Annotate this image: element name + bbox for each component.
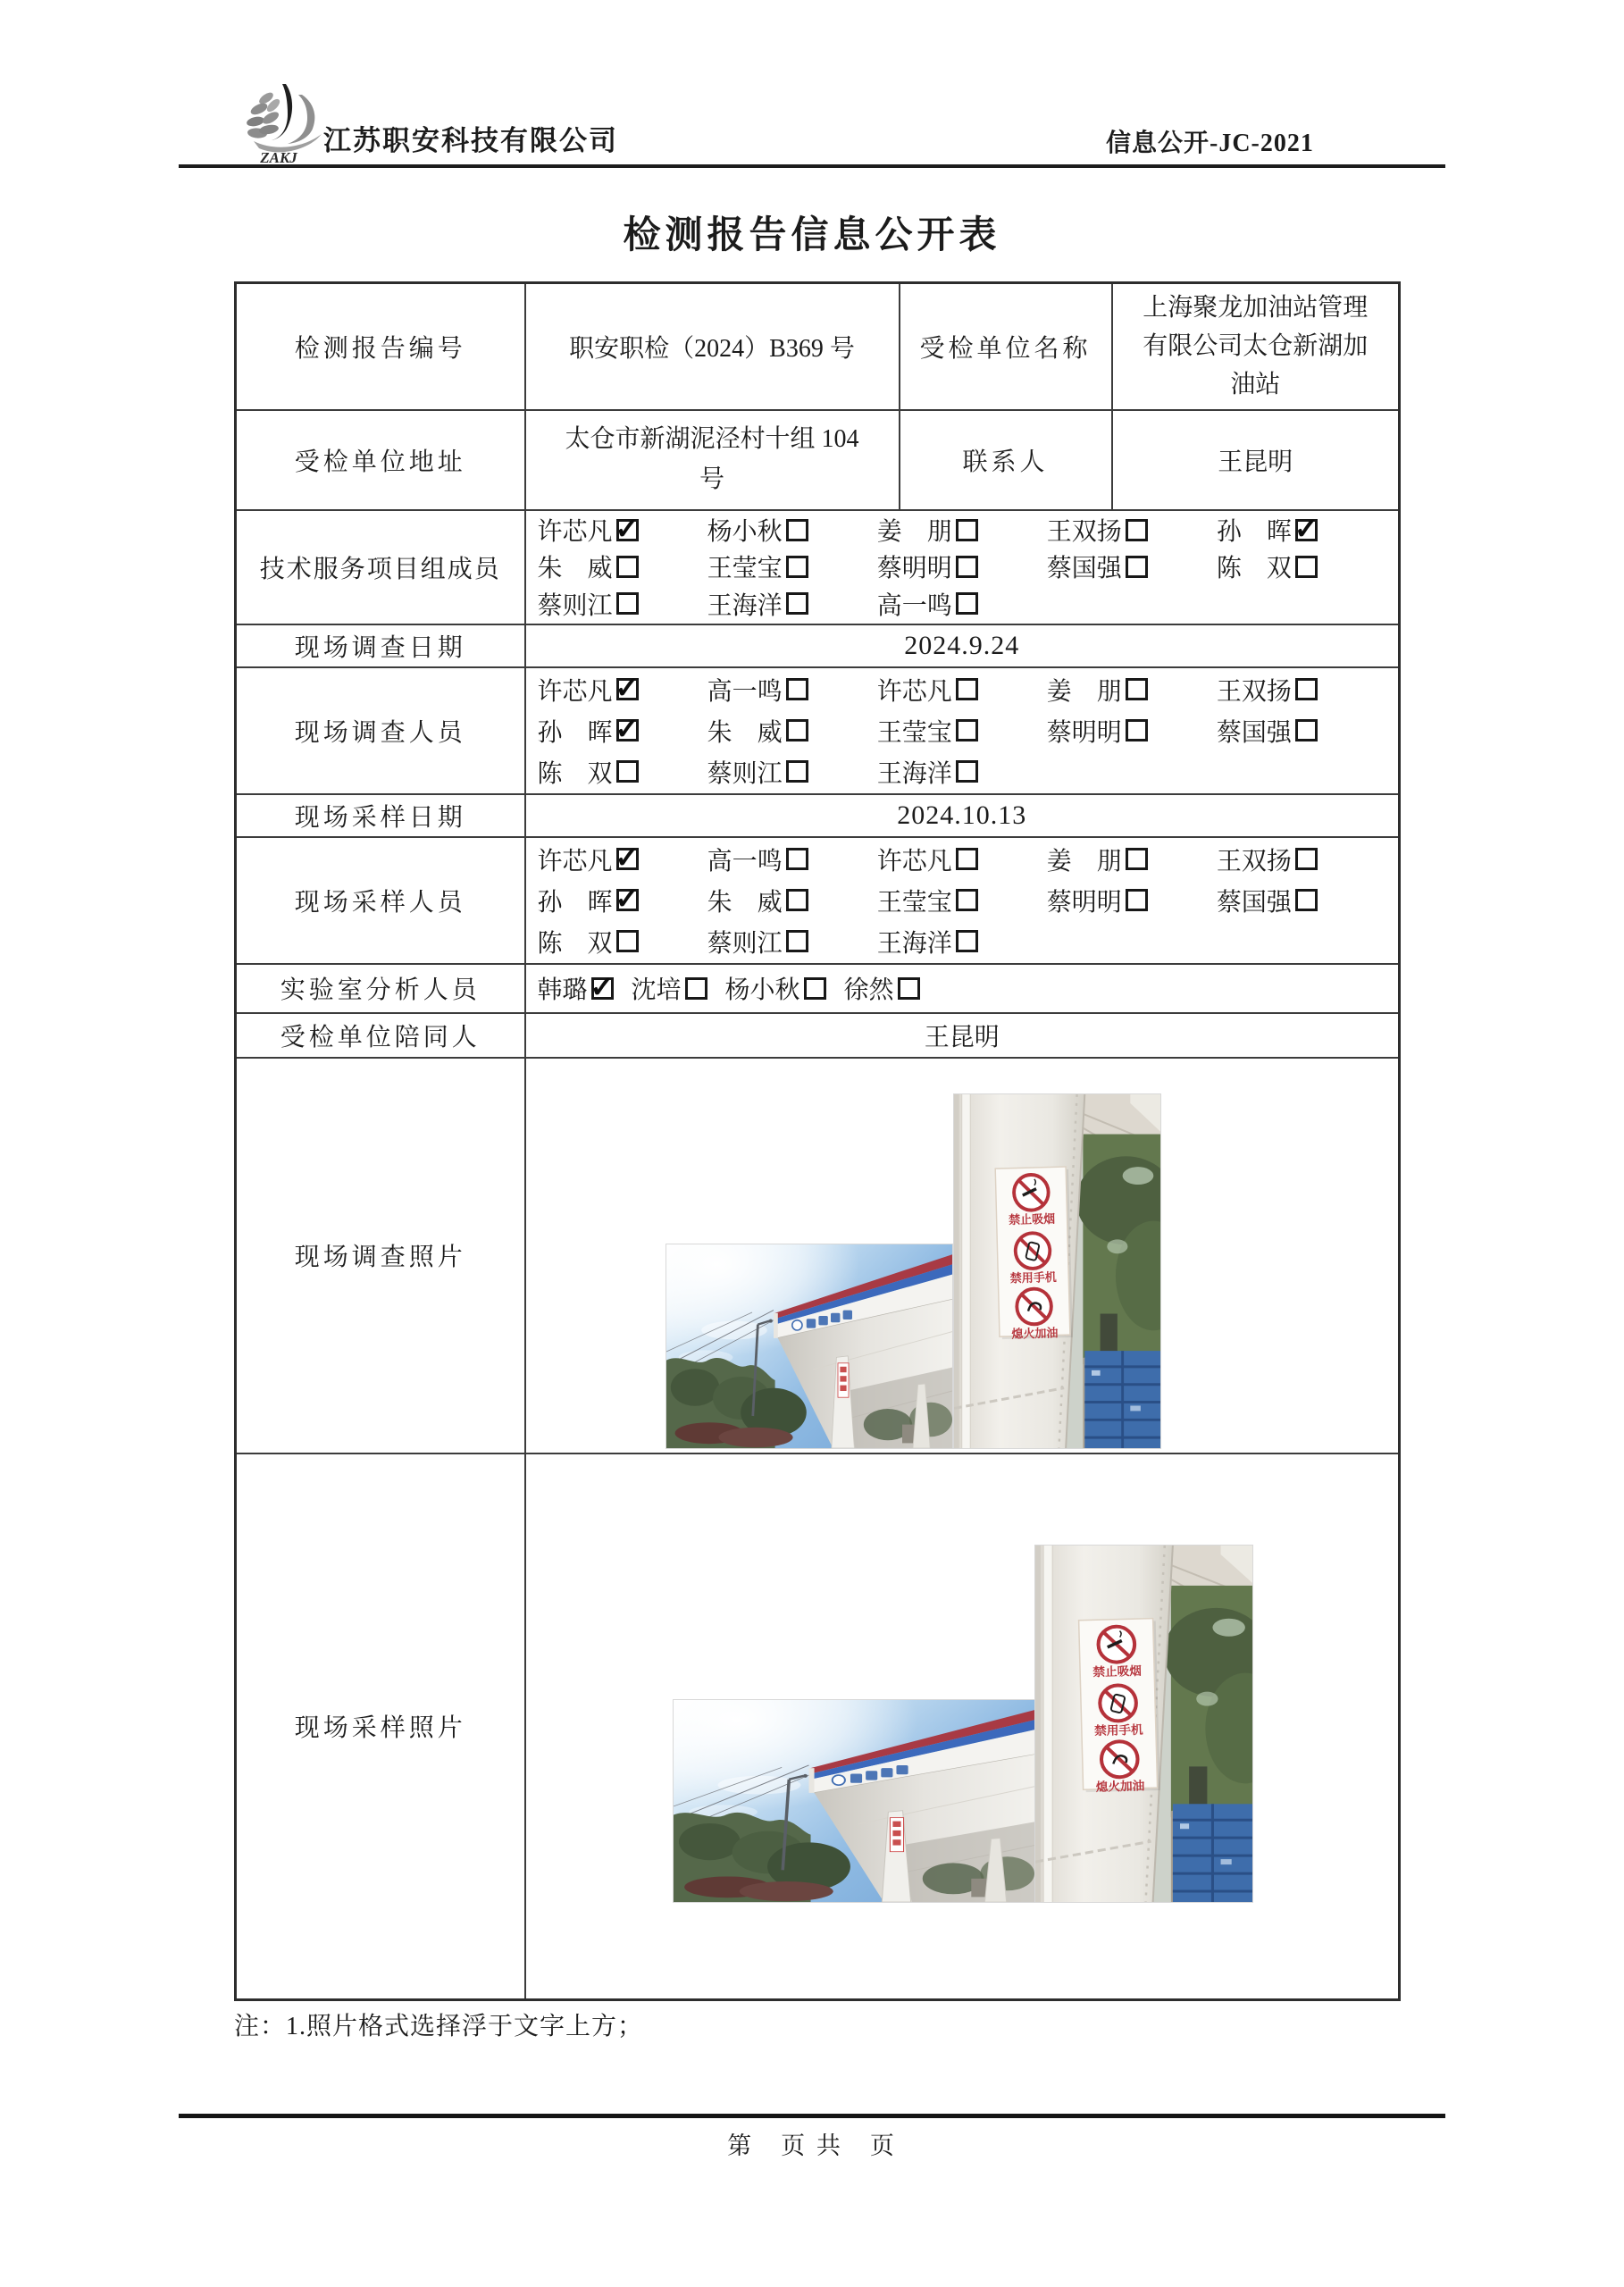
member [707, 713, 877, 749]
survey-staff-label: 现场调查人员 [236, 667, 525, 794]
gas-station-canopy-image [674, 1700, 1034, 1902]
table-row [236, 283, 1400, 410]
checkbox-unchecked[interactable] [956, 556, 978, 578]
table-row [236, 624, 1400, 667]
sampling-date-label: 现场采样日期 [236, 794, 525, 837]
member [725, 970, 826, 1006]
member-name: 陈 双 [1216, 555, 1292, 583]
member-name: 孙 晖 [537, 718, 613, 747]
member [877, 883, 1047, 918]
checkbox-unchecked[interactable] [956, 889, 978, 911]
member [707, 586, 877, 622]
member-name: 蔡则江 [707, 929, 783, 958]
member-name: 姜 朋 [876, 518, 952, 547]
member [538, 754, 707, 790]
member-name: 王双扬 [1216, 677, 1292, 706]
member-name: 朱 威 [707, 718, 783, 747]
checkbox-unchecked[interactable] [1295, 889, 1318, 911]
checkbox-unchecked[interactable] [956, 678, 978, 700]
checkbox-checked[interactable]: ✓ [615, 714, 640, 746]
table-row [236, 794, 1400, 837]
member-name: 蔡则江 [537, 591, 613, 620]
member-name: 王莹宝 [876, 718, 952, 747]
company-name: 江苏职安科技有限公司 [323, 125, 618, 156]
member [538, 672, 707, 708]
report-no-label: 检测报告编号 [236, 283, 525, 410]
member-name: 王海洋 [707, 591, 783, 620]
checkbox-unchecked[interactable] [1126, 678, 1148, 700]
member-name: 高一鸣 [876, 591, 952, 620]
table-row [236, 837, 1400, 964]
checkbox-checked[interactable]: ✓ [615, 513, 640, 546]
sign-label-engine-off: 熄火加油 [1010, 1325, 1059, 1341]
member-name: 朱 威 [537, 555, 613, 583]
member-name: 蔡国强 [1046, 555, 1122, 583]
member [1217, 672, 1386, 708]
member [877, 713, 1047, 749]
member-line [527, 970, 1398, 1006]
member [877, 512, 1047, 548]
table-row [236, 510, 1400, 624]
checkbox-unchecked[interactable] [616, 930, 639, 952]
checkbox-unchecked[interactable] [1126, 719, 1148, 741]
member-name: 许芯凡 [876, 677, 952, 706]
table-row [236, 667, 1400, 794]
member [1047, 883, 1217, 918]
member-line [527, 586, 1398, 622]
contact-value: 王昆明 [1112, 410, 1400, 510]
footnote: 注：1.照片格式选择浮于文字上方； [234, 2013, 644, 2040]
member-name: 陈 双 [537, 759, 613, 788]
member-line [527, 549, 1398, 584]
checkbox-unchecked[interactable] [786, 519, 808, 541]
checkbox-unchecked[interactable] [1295, 848, 1318, 870]
checkbox-checked[interactable]: ✓ [615, 842, 640, 875]
checkbox-unchecked[interactable] [1126, 848, 1148, 870]
sign-label-engine-off: 熄火加油 [1095, 1779, 1145, 1794]
survey-staff-cell [525, 667, 1400, 794]
table-row [236, 1453, 1400, 2000]
logo-text: ZAKJ [260, 149, 297, 166]
checkbox-unchecked[interactable] [786, 719, 808, 741]
member-name: 陈 双 [537, 929, 613, 958]
member-name: 许芯凡 [537, 518, 613, 547]
member-line [527, 754, 1398, 790]
table-row [236, 1058, 1400, 1453]
gas-station-canopy-image [666, 1244, 952, 1448]
checkbox-unchecked[interactable] [804, 977, 826, 1000]
member [877, 672, 1047, 708]
member-name: 杨小秋 [724, 976, 800, 1004]
member-name: 王双扬 [1216, 847, 1292, 875]
member-name: 王海洋 [876, 929, 952, 958]
sign-label-no-phone: 禁用手机 [1093, 1722, 1143, 1738]
member [707, 672, 877, 708]
member [1217, 842, 1386, 877]
member-name: 孙 晖 [1216, 518, 1292, 547]
member-line [527, 713, 1398, 749]
member-name: 蔡则江 [707, 759, 783, 788]
member-name: 许芯凡 [537, 847, 613, 875]
member-line [527, 842, 1398, 877]
member-name: 王莹宝 [876, 888, 952, 917]
document-code: 信息公开-JC-2021 [1106, 130, 1314, 157]
sign-label-no-phone: 禁用手机 [1009, 1269, 1057, 1286]
checkbox-unchecked[interactable] [786, 592, 808, 615]
sampling-photos-cell [525, 1453, 1400, 2000]
sampling-photo-pillar-signs [1035, 1546, 1252, 1902]
member [538, 842, 707, 877]
member [538, 970, 614, 1006]
member-name: 王海洋 [876, 759, 952, 788]
member [1047, 672, 1217, 708]
pillar-signs-image [954, 1094, 1160, 1448]
member [707, 549, 877, 584]
checkbox-unchecked[interactable] [786, 889, 808, 911]
sampling-staff-label: 现场采样人员 [236, 837, 525, 964]
member [1217, 883, 1386, 918]
header-rule [179, 164, 1445, 168]
member [877, 924, 1047, 959]
checkbox-unchecked[interactable] [786, 678, 808, 700]
checkbox-unchecked[interactable] [956, 519, 978, 541]
checkbox-unchecked[interactable] [956, 848, 978, 870]
checkbox-unchecked[interactable] [898, 977, 920, 1000]
member-line [527, 883, 1398, 918]
checkbox-unchecked[interactable] [956, 760, 978, 783]
checkbox-unchecked[interactable] [1295, 719, 1318, 741]
table-row [236, 964, 1400, 1013]
lab-staff-label: 实验室分析人员 [236, 964, 525, 1013]
member-name: 沈培 [631, 976, 682, 1004]
member-line [527, 924, 1398, 959]
member [1047, 842, 1217, 877]
member-name: 杨小秋 [707, 518, 783, 547]
member-name: 许芯凡 [876, 847, 952, 875]
member [877, 842, 1047, 877]
checkbox-checked[interactable]: ✓ [1293, 513, 1319, 546]
org-name-value: 上海聚龙加油站管理有限公司太仓新湖加油站 [1112, 283, 1400, 410]
checkbox-unchecked[interactable] [1126, 889, 1148, 911]
logo-swan-icon [247, 84, 322, 152]
member [1217, 549, 1386, 584]
checkbox-unchecked[interactable] [786, 930, 808, 952]
member-name: 王莹宝 [707, 555, 783, 583]
member-name: 蔡国强 [1216, 888, 1292, 917]
survey-photos-label: 现场调查照片 [236, 1058, 525, 1453]
member [877, 586, 1047, 622]
disclosure-table [234, 281, 1401, 2001]
checkbox-unchecked[interactable] [956, 592, 978, 615]
member-name: 韩璐 [537, 976, 588, 1004]
sampling-date-value: 2024.10.13 [525, 794, 1400, 837]
member [632, 970, 707, 1006]
checkbox-checked[interactable]: ✓ [615, 673, 640, 705]
checkbox-unchecked[interactable] [786, 556, 808, 578]
member [538, 586, 707, 622]
member [538, 512, 707, 548]
checkbox-unchecked[interactable] [1295, 556, 1318, 578]
member [1217, 713, 1386, 749]
sampling-photos-label: 现场采样照片 [236, 1453, 525, 2000]
checkbox-unchecked[interactable] [786, 848, 808, 870]
member [707, 512, 877, 548]
member-name: 高一鸣 [707, 847, 783, 875]
member-name: 蔡明明 [1046, 718, 1122, 747]
checkbox-checked[interactable]: ✓ [615, 884, 640, 916]
member-name: 姜 朋 [1046, 847, 1122, 875]
member [707, 883, 877, 918]
checkbox-unchecked[interactable] [685, 977, 707, 1000]
member [707, 924, 877, 959]
checkbox-unchecked[interactable] [956, 930, 978, 952]
org-address-value: 太仓市新湖泥泾村十组 104 号 [525, 410, 900, 510]
member [1217, 512, 1386, 548]
member-line [527, 512, 1398, 548]
contact-label: 联系人 [900, 410, 1112, 510]
member [1047, 713, 1217, 749]
checkbox-unchecked[interactable] [616, 592, 639, 615]
survey-date-label: 现场调查日期 [236, 624, 525, 667]
table-row [236, 410, 1400, 510]
member [707, 754, 877, 790]
survey-photos-cell [525, 1058, 1400, 1453]
prohibition-sign [995, 1166, 1073, 1340]
member-name: 朱 威 [707, 888, 783, 917]
lab-staff-cell [525, 964, 1400, 1013]
team-members-cell [525, 510, 1400, 624]
prohibition-sign [1078, 1618, 1159, 1794]
member-name: 徐然 [843, 976, 894, 1004]
member [877, 549, 1047, 584]
member-name: 蔡明明 [1046, 888, 1122, 917]
checkbox-unchecked[interactable] [1295, 678, 1318, 700]
escort-label: 受检单位陪同人 [236, 1013, 525, 1058]
checkbox-checked[interactable]: ✓ [590, 971, 615, 1004]
escort-value: 王昆明 [525, 1013, 1400, 1058]
footer-rule [179, 2114, 1445, 2118]
sign-label-no-smoking: 禁止吸烟 [1092, 1663, 1142, 1679]
member-name: 蔡国强 [1216, 718, 1292, 747]
member [877, 754, 1047, 790]
member [538, 924, 707, 959]
member [1047, 549, 1217, 584]
survey-date-value: 2024.9.24 [525, 624, 1400, 667]
member-name: 王双扬 [1046, 518, 1122, 547]
checkbox-unchecked[interactable] [616, 760, 639, 783]
member-name: 孙 晖 [537, 888, 613, 917]
sampling-staff-cell [525, 837, 1400, 964]
checkbox-unchecked[interactable] [1126, 519, 1148, 541]
report-no-value: 职安职检（2024）B369 号 [525, 283, 900, 410]
member-name: 蔡明明 [876, 555, 952, 583]
member-name: 姜 朋 [1046, 677, 1122, 706]
member [707, 842, 877, 877]
member [1047, 512, 1217, 548]
pillar-signs-image [1035, 1546, 1252, 1902]
member [538, 549, 707, 584]
checkbox-unchecked[interactable] [1126, 556, 1148, 578]
member-name: 高一鸣 [707, 677, 783, 706]
sign-label-no-smoking: 禁止吸烟 [1008, 1211, 1055, 1227]
org-name-label: 受检单位名称 [900, 283, 1112, 410]
table-row [236, 1013, 1400, 1058]
member [538, 883, 707, 918]
page-title: 检测报告信息公开表 [623, 215, 1001, 256]
checkbox-unchecked[interactable] [956, 719, 978, 741]
checkbox-unchecked[interactable] [616, 556, 639, 578]
survey-photo-gas-station-canopy [666, 1244, 952, 1448]
page-number: 第 页 共 页 [727, 2132, 897, 2159]
member-line [527, 672, 1398, 708]
checkbox-unchecked[interactable] [786, 760, 808, 783]
team-label: 技术服务项目组成员 [236, 510, 525, 624]
member [844, 970, 920, 1006]
sampling-photo-gas-station-canopy [674, 1700, 1034, 1902]
org-address-label: 受检单位地址 [236, 410, 525, 510]
member [538, 713, 707, 749]
member-name: 许芯凡 [537, 677, 613, 706]
survey-photo-pillar-signs [954, 1094, 1160, 1448]
